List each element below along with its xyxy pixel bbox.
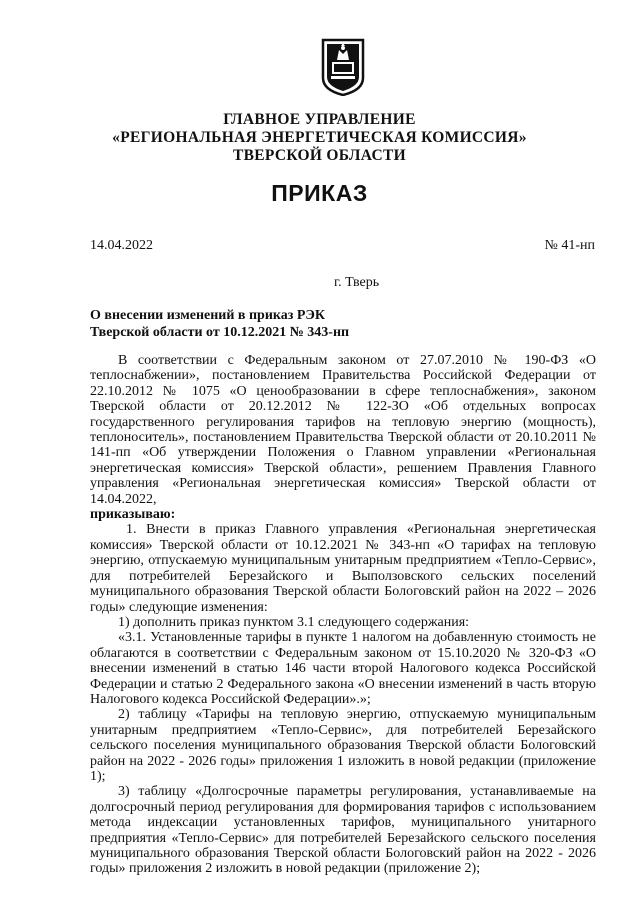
- subject-line-1: О внесении изменений в приказ РЭК: [90, 308, 326, 323]
- subitem-1-paragraph: 1) дополнить приказ пунктом 3.1 следующего содержания:: [118, 614, 470, 630]
- subject-line-2: Тверской области от 10.12.2021 № 343-нп: [90, 325, 350, 340]
- preamble-paragraph: В соответствии с Федеральным законом от 27.07.2010 № 190-ФЗ «О теплоснабжении», постановлением Правительства Российской Федерации от 22.10.2012 № 1075 «О ценообразовании в сфере теплоснабжения», законом Тверской области от 20.12.2012 № 122-ЗО «Об отдельных вопросах государственного регулирования тарифов на тепловую энергию (мощность), теплоноситель», постановлением Правительства Тверской области от 20.10.2011 № 141-пп «Об утверждении Положения о Главном управлении «Региональная энергетическая комиссия» Тверской области», решением Правления Главного управления «Региональная энергетическая комиссия» Тверской области от 14.04.2022,: [90, 353, 596, 507]
- document-body: [90, 353, 596, 877]
- city: г. Тверь: [334, 275, 380, 290]
- document-type: ПРИКАЗ: [271, 180, 368, 206]
- clause-3-1-paragraph: «3.1. Установленные тарифы в пункте 1 налогом на добавленную стоимость не облагаются в соответствии с Федеральным законом от 15.10.2020 № 320-ФЗ «О внесении изменений в статью 146 части второй Налогового кодекса Российской Федерации и статью 2 Федерального закона «О внесении изменений в часть вторую Налогового кодекса Российской Федерации».»;: [90, 630, 596, 707]
- document-number: № 41-нп: [544, 238, 595, 253]
- orders-label: приказываю:: [90, 507, 176, 523]
- header-line-2: «РЕГИОНАЛЬНАЯ ЭНЕРГЕТИЧЕСКАЯ КОМИССИЯ»: [112, 129, 527, 146]
- item-1-paragraph: 1. Внести в приказ Главного управления «Региональная энергетическая комиссия» Тверской области от 10.12.2021 № 343-нп «О тарифах на тепловую энергию, отпускаемую муниципальным унитарным предприятием «Тепло-Сервис», для потребителей Березайского и Выползовского сельских поселений муниципального образования Тверской области Бологовский район на 2022 – 2026 годы» следующие изменения:: [90, 522, 596, 615]
- subitem-3-paragraph: 3) таблицу «Долгосрочные параметры регулирования, устанавливаемые на долгосрочный период регулирования для формирования тарифов с использованием метода индексации установленных тарифов, муниципального унитарного предприятия «Тепло-Сервис» для потребителей Березайского сельского поселения муниципального образования Тверской области Бологовский район на 2022 - 2026 годы» приложения 2 изложить в новой редакции (приложение 2);: [90, 784, 596, 877]
- coat-of-arms-emblem: [321, 38, 365, 96]
- header-line-1: ГЛАВНОЕ УПРАВЛЕНИЕ: [223, 111, 416, 128]
- header-line-3: ТВЕРСКОЙ ОБЛАСТИ: [233, 147, 406, 164]
- document-date: 14.04.2022: [90, 238, 153, 253]
- document-subject: [90, 307, 420, 341]
- subitem-2-paragraph: 2) таблицу «Тарифы на тепловую энергию, отпускаемую муниципальным унитарным предприятием «Тепло-Сервис», для потребителей Березайского сельского поселения муниципального образования Тверской области Бологовский район на 2022 - 2026 годы» приложения 1 изложить в новой редакции (приложение 1);: [90, 707, 596, 784]
